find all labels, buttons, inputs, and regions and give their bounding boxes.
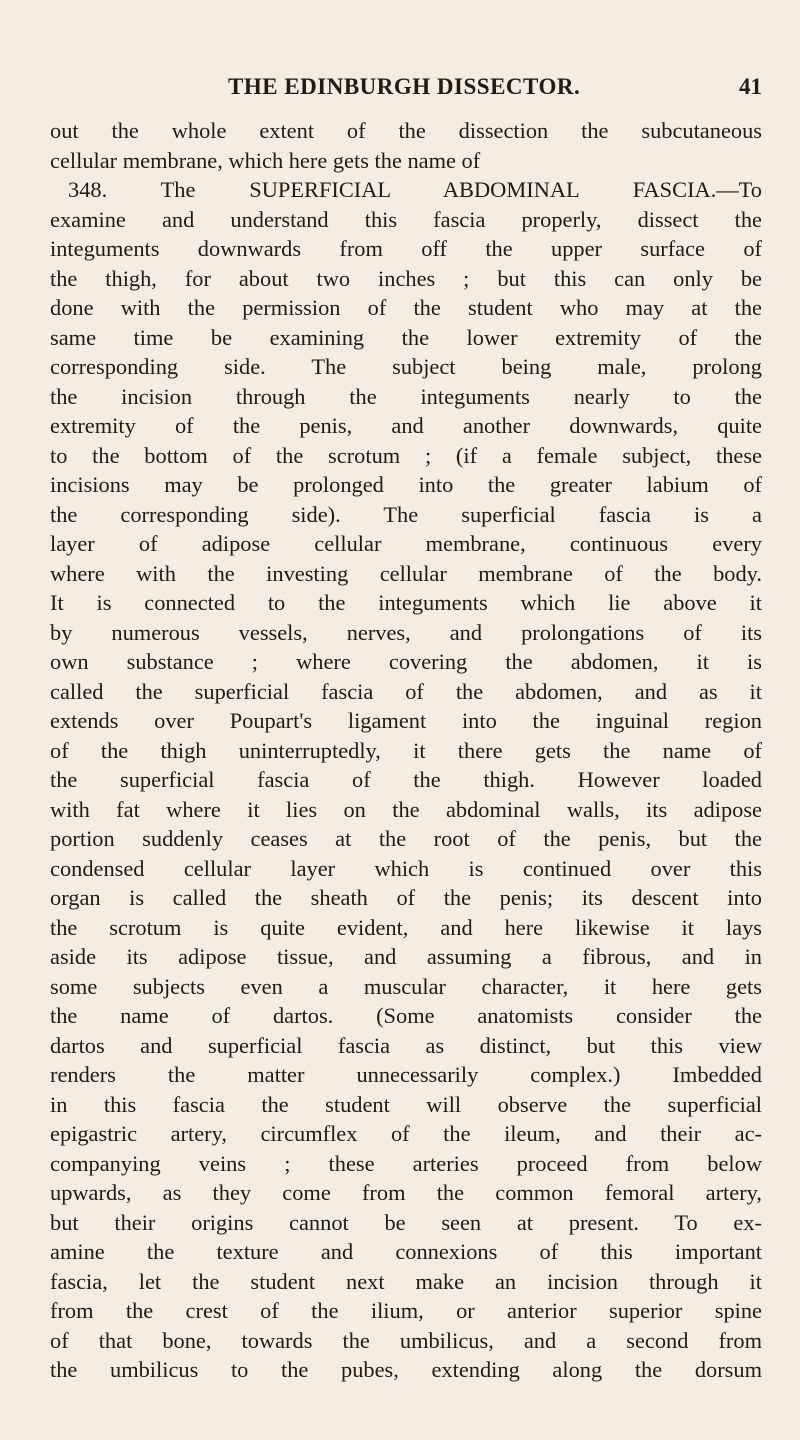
text-line: done with the permission of the student who may at the <box>50 295 762 320</box>
text-line: portion suddenly ceases at the root of the penis, but the <box>50 826 762 851</box>
running-head <box>50 74 762 114</box>
text-line: called the superficial fascia of the abdomen, and as it <box>50 678 762 704</box>
text-line: It is connected to the integuments which lie above it <box>50 590 762 615</box>
text-line: where with the investing cellular membrane of the body. <box>50 560 762 586</box>
text-line: out the whole extent of the dissection the subcutaneous <box>50 118 762 143</box>
text-line: the corresponding side). The superficial fascia is a <box>50 501 762 527</box>
text-line: epigastric artery, circumflex of the ileum, and their ac- <box>50 1121 762 1146</box>
text-line: corresponding side. The subject being male, prolong <box>50 354 762 379</box>
text-line: same time be examining the lower extremity of the <box>50 324 762 350</box>
text-line: from the crest of the ilium, or anterior superior spine <box>50 1298 762 1323</box>
text-line: cellular membrane, which here gets the name of <box>50 147 481 173</box>
text-line: renders the matter unnecessarily complex.) Imbedded <box>50 1062 762 1087</box>
text-line: aside its adipose tissue, and assuming a fibrous, and in <box>50 944 762 969</box>
text-line: by numerous vessels, nerves, and prolongations of its <box>50 619 762 645</box>
text-line: extends over Poupart's ligament into the inguinal region <box>50 708 762 733</box>
text-line: the name of dartos. (Some anatomists consider the <box>50 1003 762 1028</box>
text-line: the superficial fascia of the thigh. However loaded <box>50 767 762 792</box>
text-line: of the thigh uninterruptedly, it there gets the name of <box>50 737 762 763</box>
text-line: the incision through the integuments nearly to the <box>50 383 762 409</box>
text-line: integuments downwards from off the upper surface of <box>50 236 762 261</box>
text-line: examine and understand this fascia properly, dissect the <box>50 206 762 232</box>
text-line: in this fascia the student will observe the superficial <box>50 1091 762 1117</box>
text-line: condensed cellular layer which is continued over this <box>50 855 762 881</box>
text-line: of that bone, towards the umbilicus, and a second from <box>50 1327 762 1353</box>
text-line: the scrotum is quite evident, and here likewise it lays <box>50 914 762 940</box>
text-line: the thigh, for about two inches ; but this can only be <box>50 265 762 291</box>
page-number: 41 <box>739 74 762 99</box>
text-line: layer of adipose cellular membrane, continuous every <box>50 531 762 556</box>
text-line: with fat where it lies on the abdominal walls, its adipose <box>50 796 762 822</box>
text-line: 348. The SUPERFICIAL ABDOMINAL FASCIA.—To <box>68 177 762 202</box>
text-line: some subjects even a muscular character, it here gets <box>50 973 762 999</box>
text-line: amine the texture and connexions of this important <box>50 1239 762 1264</box>
text-line: to the bottom of the scrotum ; (if a female subject, these <box>50 442 762 468</box>
text-line: incisions may be prolonged into the greater labium of <box>50 472 762 497</box>
text-line: dartos and superficial fascia as distinct, but this view <box>50 1032 762 1058</box>
body-text <box>50 116 762 1385</box>
text-line: fascia, let the student next make an incision through it <box>50 1268 762 1294</box>
book-page <box>50 74 762 1385</box>
text-line: but their origins cannot be seen at present. To ex- <box>50 1209 762 1235</box>
text-line: the umbilicus to the pubes, extending along the dorsum <box>50 1357 762 1382</box>
running-head-title: THE EDINBURGH DISSECTOR. <box>228 74 581 99</box>
text-line: companying veins ; these arteries proceed from below <box>50 1150 762 1176</box>
text-line: organ is called the sheath of the penis; its descent into <box>50 885 762 910</box>
text-line: upwards, as they come from the common femoral artery, <box>50 1180 762 1205</box>
text-line: own substance ; where covering the abdomen, it is <box>50 649 762 674</box>
text-line: extremity of the penis, and another downwards, quite <box>50 413 762 438</box>
